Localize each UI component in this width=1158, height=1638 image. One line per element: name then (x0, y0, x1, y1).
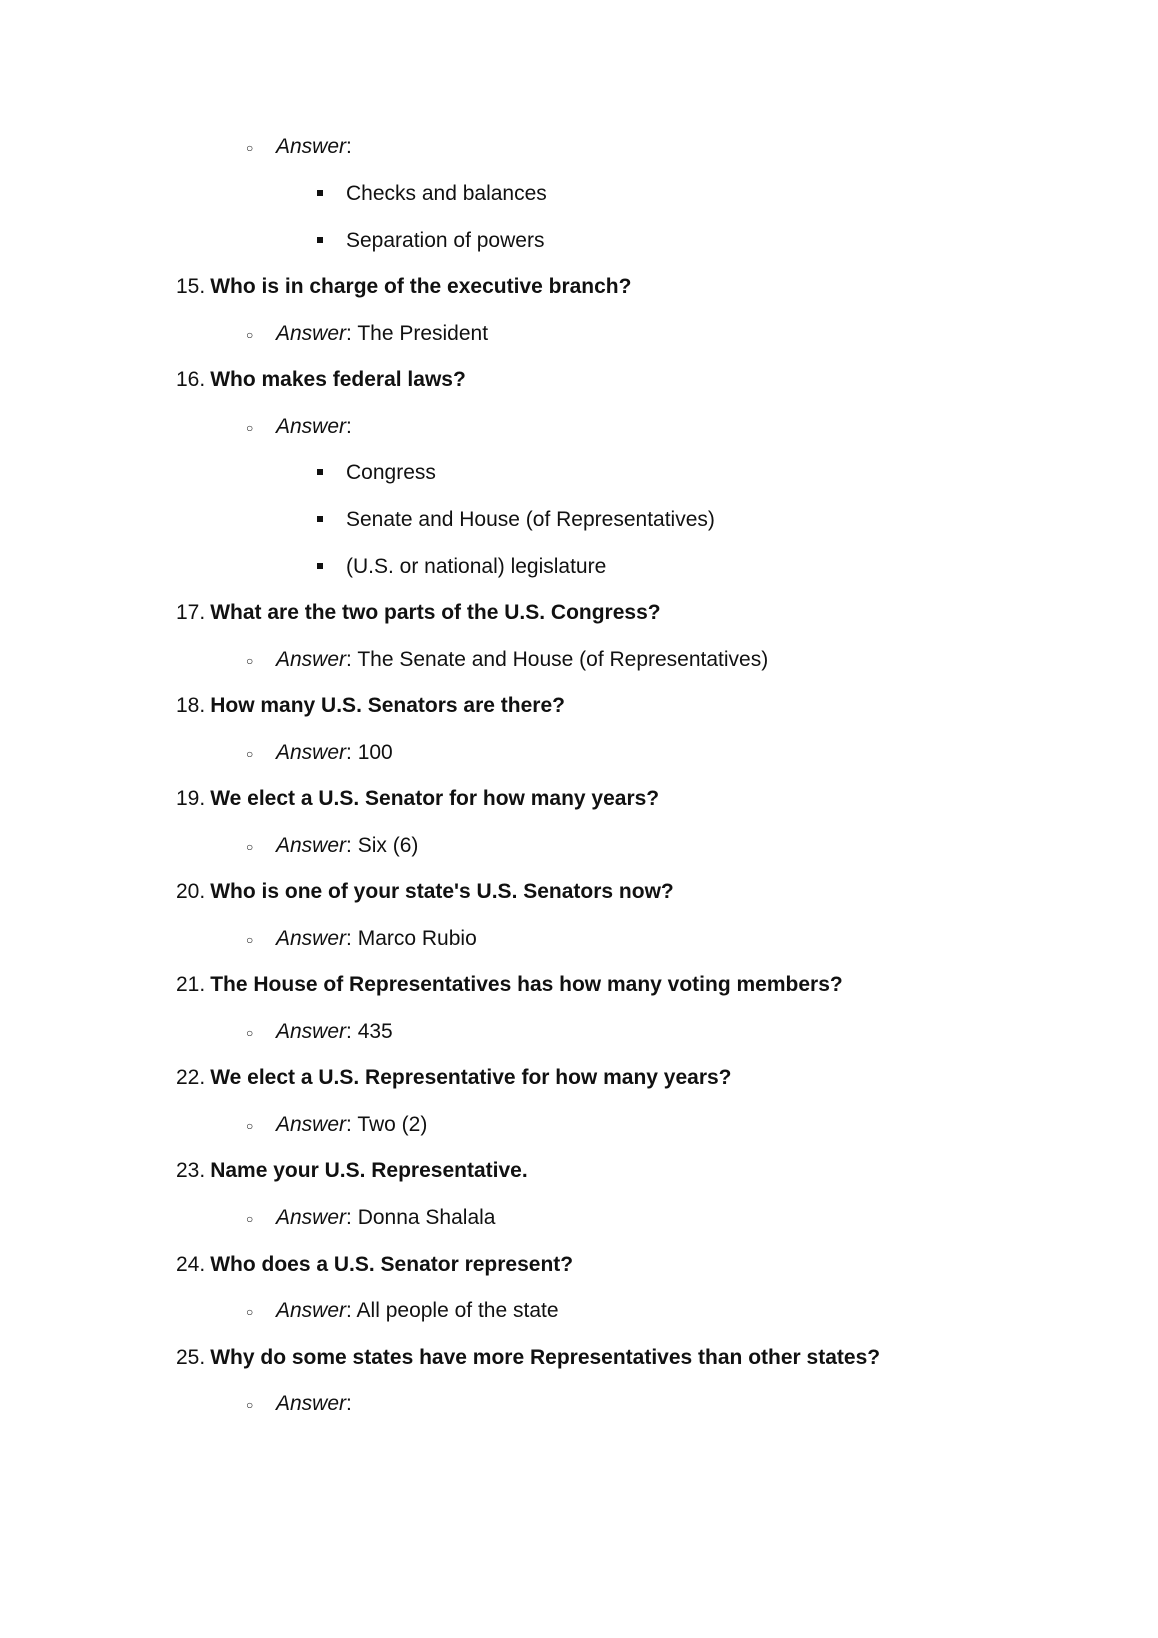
sub-answer-text: Separation of powers (346, 229, 545, 252)
question-number: 24. (176, 1253, 206, 1276)
answer-text: : (346, 135, 352, 158)
answer-text: : The President (346, 322, 489, 345)
answer-text: : (346, 1392, 352, 1415)
sub-answer-text: (U.S. or national) legislature (346, 555, 607, 578)
answer-text: : Two (2) (346, 1113, 428, 1136)
circle-bullet-icon: ○ (246, 1212, 254, 1226)
question-item (176, 600, 661, 626)
sub-answer-item (317, 554, 606, 580)
circle-bullet-icon: ○ (246, 1119, 254, 1133)
sub-answer-item (317, 228, 544, 254)
answer-item (246, 134, 352, 161)
answer-text: : (346, 415, 352, 438)
square-bullet-icon (317, 237, 323, 243)
question-item (176, 693, 565, 719)
answer-label: Answer (276, 1299, 347, 1322)
answer-item (246, 833, 418, 860)
question-number: 21. (176, 973, 206, 996)
answer-label: Answer (276, 1113, 347, 1136)
question-item (176, 1345, 880, 1371)
question-item (176, 274, 631, 300)
question-text: Who does a U.S. Senator represent? (210, 1253, 574, 1276)
answer-item (246, 1019, 393, 1046)
circle-bullet-icon: ○ (246, 747, 254, 761)
question-item (176, 972, 843, 998)
question-text: How many U.S. Senators are there? (210, 694, 565, 717)
question-number: 23. (176, 1159, 206, 1182)
answer-text: : Six (6) (346, 834, 419, 857)
sub-answer-text: Congress (346, 461, 436, 484)
question-text: What are the two parts of the U.S. Congress? (210, 601, 661, 624)
question-text: Who is in charge of the executive branch? (210, 275, 632, 298)
sub-answer-text: Senate and House (of Representatives) (346, 508, 715, 531)
question-item (176, 367, 466, 393)
answer-item (246, 414, 352, 441)
circle-bullet-icon: ○ (246, 933, 254, 947)
sub-answer-text: Checks and balances (346, 182, 547, 205)
question-number: 25. (176, 1346, 206, 1369)
answer-item (246, 1112, 427, 1139)
square-bullet-icon (317, 516, 323, 522)
answer-item (246, 1205, 495, 1232)
question-item (176, 1158, 528, 1184)
circle-bullet-icon: ○ (246, 1305, 254, 1319)
answer-label: Answer (276, 415, 347, 438)
circle-bullet-icon: ○ (246, 1398, 254, 1412)
sub-answer-item (317, 181, 547, 207)
question-number: 20. (176, 880, 206, 903)
circle-bullet-icon: ○ (246, 141, 254, 155)
square-bullet-icon (317, 190, 323, 196)
question-number: 19. (176, 787, 206, 810)
answer-item (246, 740, 393, 767)
question-text: We elect a U.S. Representative for how many years? (210, 1066, 732, 1089)
answer-label: Answer (276, 135, 347, 158)
question-item (176, 786, 659, 812)
question-number: 22. (176, 1066, 206, 1089)
answer-label: Answer (276, 741, 347, 764)
circle-bullet-icon: ○ (246, 840, 254, 854)
answer-text: : All people of the state (346, 1299, 559, 1322)
circle-bullet-icon: ○ (246, 421, 254, 435)
question-item (176, 1252, 573, 1278)
circle-bullet-icon: ○ (246, 328, 254, 342)
question-text: Who is one of your state's U.S. Senators now? (210, 880, 674, 903)
question-number: 18. (176, 694, 206, 717)
question-text: Why do some states have more Representatives than other states? (210, 1346, 881, 1369)
answer-text: : Marco Rubio (346, 927, 477, 950)
question-text: The House of Representatives has how many voting members? (210, 973, 843, 996)
answer-text: : 100 (346, 741, 393, 764)
answer-item (246, 321, 488, 348)
square-bullet-icon (317, 563, 323, 569)
question-text: We elect a U.S. Senator for how many years? (210, 787, 660, 810)
answer-text: : The Senate and House (of Representatives) (346, 648, 769, 671)
answer-item (246, 1391, 352, 1418)
sub-answer-item (317, 507, 715, 533)
question-text: Name your U.S. Representative. (210, 1159, 528, 1182)
circle-bullet-icon: ○ (246, 1026, 254, 1040)
question-number: 17. (176, 601, 206, 624)
answer-label: Answer (276, 648, 347, 671)
answer-label: Answer (276, 927, 347, 950)
circle-bullet-icon: ○ (246, 654, 254, 668)
answer-label: Answer (276, 1020, 347, 1043)
square-bullet-icon (317, 469, 323, 475)
question-text: Who makes federal laws? (210, 368, 466, 391)
answer-item (246, 647, 768, 674)
answer-label: Answer (276, 322, 347, 345)
answer-text: : 435 (346, 1020, 393, 1043)
answer-text: : Donna Shalala (346, 1206, 496, 1229)
answer-label: Answer (276, 1392, 347, 1415)
question-item (176, 1065, 732, 1091)
answer-label: Answer (276, 1206, 347, 1229)
question-number: 16. (176, 368, 206, 391)
answer-item (246, 926, 477, 953)
answer-label: Answer (276, 834, 347, 857)
question-number: 15. (176, 275, 206, 298)
answer-item (246, 1298, 559, 1325)
sub-answer-item (317, 460, 436, 486)
question-item (176, 879, 674, 905)
